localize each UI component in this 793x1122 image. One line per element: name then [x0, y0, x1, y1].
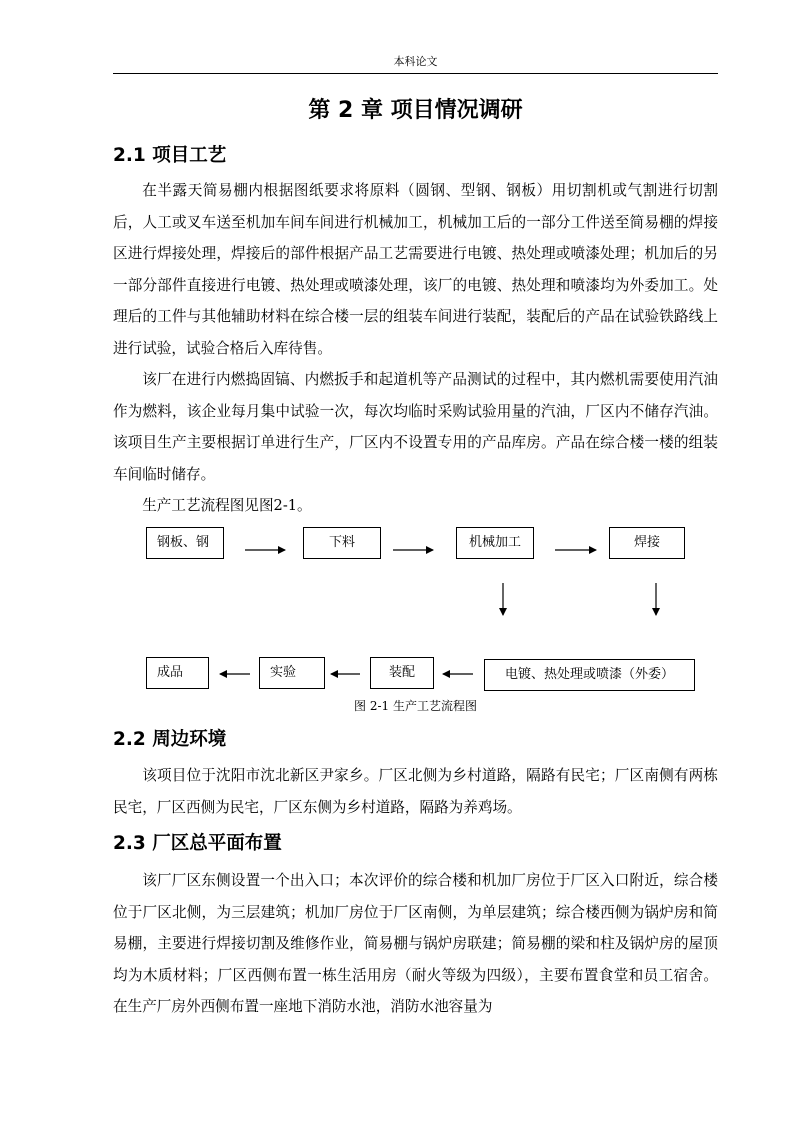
flow-box-assembly: 装配 — [370, 657, 434, 689]
flow-box-plating: 电镀、热处理或喷漆（外委） — [484, 659, 695, 691]
flow-box-welding: 焊接 — [609, 527, 685, 559]
chapter-title: 第 2 章 项目情况调研 — [308, 98, 523, 123]
flow-box-product: 成品 — [146, 657, 209, 689]
paragraph-flow-ref: 生产工艺流程图见图2-1。 — [142, 497, 312, 514]
paragraph-testing: 该厂在进行内燃捣固镐、内燃扳手和起道机等产品测试的过程中，其内燃机需要使用汽油作为燃料，该企业每月集中试验一次，每次均临时采购试验用量的汽油，厂区内不储存汽油。该项目生产主要根据订单进行生产，厂区内不设置专用的产品库房。产品在综合楼一楼的组装车间临时储存。 — [113, 371, 718, 483]
section-heading-2-1: 2.1 项目工艺 — [113, 145, 227, 166]
page-header: 本科论文 — [393, 55, 438, 68]
paragraph-process: 在半露天简易棚内根据图纸要求将原料（圆钢、型钢、钢板）用切割机或气割进行切割后，人工或叉车送至机加车间车间进行机械加工，机械加工后的一部分工件送至简易棚的焊接区进行焊接处理，焊接后的部件根据产品工艺需要进行电镀、热处理或喷漆处理；机加后的另一部分部件直接进行电镀、热处理或喷漆处理，该厂的电镀、热处理和喷漆均为外委加工。处理后的工件与其他辅助材料在综合楼一层的组装车间进行装配，装配后的产品在试验铁路线上进行试验，试验合格后入库待售。 — [113, 182, 718, 357]
flow-box-machining: 机械加工 — [456, 527, 534, 559]
flow-box-steel: 钢板、钢 — [146, 527, 224, 559]
figure-caption: 图 2-1 生产工艺流程图 — [354, 699, 477, 713]
section-heading-2-2: 2.2 周边环境 — [113, 729, 227, 750]
section-heading-2-3: 2.3 厂区总平面布置 — [113, 833, 282, 854]
flow-box-test: 实验 — [259, 657, 325, 689]
paragraph-surroundings: 该项目位于沈阳市沈北新区尹家乡。厂区北侧为乡村道路，隔路有民宅；厂区南侧有两栋民宅，厂区西侧为民宅，厂区东侧为乡村道路，隔路为养鸡场。 — [113, 767, 718, 816]
flow-box-cutting: 下料 — [303, 527, 381, 559]
paragraph-layout: 该厂厂区东侧设置一个出入口；本次评价的综合楼和机加厂房位于厂区入口附近，综合楼位于厂区北侧，为三层建筑；机加厂房位于厂区南侧，为单层建筑；综合楼西侧为锅炉房和简易棚，主要进行焊接切割及维修作业，简易棚与锅炉房联建；简易棚的梁和柱及锅炉房的屋顶均为木质材料；厂区西侧布置一栋生活用房（耐火等级为四级），主要布置食堂和员工宿舍。在生产厂房外西侧布置一座地下消防水池，消防水池容量为 — [113, 872, 718, 1015]
